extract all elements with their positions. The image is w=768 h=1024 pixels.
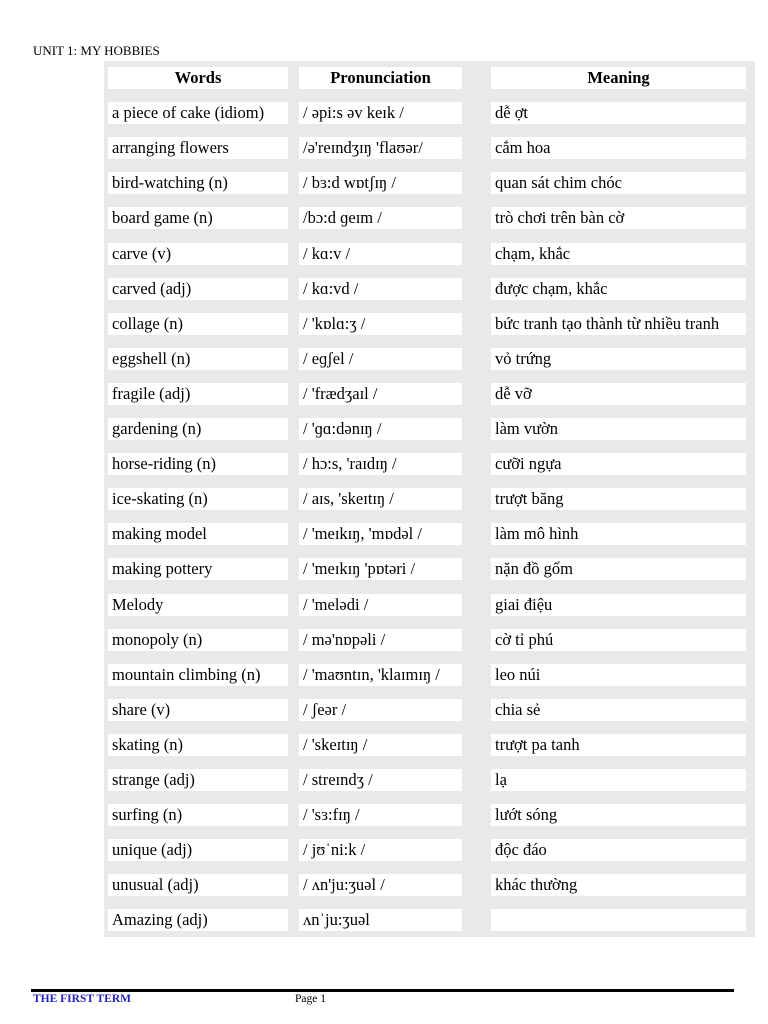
meaning-cell: giai điệu: [491, 594, 746, 616]
header-words: Words: [108, 67, 288, 89]
table-row: [104, 131, 755, 166]
table-row: [104, 763, 755, 798]
meaning-cell: nặn đồ gốm: [491, 558, 746, 580]
pronunciation-cell: / aɪs, 'skeɪtɪŋ /: [299, 488, 462, 510]
word-cell: surfing (n): [108, 804, 288, 826]
meaning-cell: làm mô hình: [491, 523, 746, 545]
table-row: [104, 447, 755, 482]
word-cell: horse-riding (n): [108, 453, 288, 475]
word-cell: collage (n): [108, 313, 288, 335]
table-row: [104, 658, 755, 693]
meaning-cell: trượt pa tanh: [491, 734, 746, 756]
pronunciation-cell: / kɑ:vd /: [299, 278, 462, 300]
meaning-cell: khác thường: [491, 874, 746, 896]
footer-page-number: Page 1: [295, 993, 326, 1005]
word-cell: Melody: [108, 594, 288, 616]
meaning-cell: trượt băng: [491, 488, 746, 510]
meaning-cell: độc đáo: [491, 839, 746, 861]
table-row: [104, 96, 755, 131]
pronunciation-cell: / ʌn'ju:ʒuəl /: [299, 874, 462, 896]
pronunciation-cell: / 'ɡɑ:dənɪŋ /: [299, 418, 462, 440]
pronunciation-cell: / 'frædʒaɪl /: [299, 383, 462, 405]
table-row: [104, 798, 755, 833]
word-cell: carve (v): [108, 243, 288, 265]
pronunciation-cell: / hɔ:s, 'raɪdɪŋ /: [299, 453, 462, 475]
pronunciation-cell: / eɡʃel /: [299, 348, 462, 370]
table-row: [104, 868, 755, 903]
word-cell: board game (n): [108, 207, 288, 229]
table-row: [104, 342, 755, 377]
word-cell: unusual (adj): [108, 874, 288, 896]
pronunciation-cell: / 'kɒlɑ:ʒ /: [299, 313, 462, 335]
pronunciation-cell: / kɑ:v /: [299, 243, 462, 265]
meaning-cell: lạ: [491, 769, 746, 791]
meaning-cell: trò chơi trên bàn cờ: [491, 207, 746, 229]
table-row: [104, 377, 755, 412]
pronunciation-cell: / 'skeɪtɪŋ /: [299, 734, 462, 756]
word-cell: ice-skating (n): [108, 488, 288, 510]
meaning-cell: được chạm, khắc: [491, 278, 746, 300]
meaning-cell: quan sát chim chóc: [491, 172, 746, 194]
footer-term: THE FIRST TERM: [33, 993, 131, 1005]
pronunciation-cell: / streɪndʒ /: [299, 769, 462, 791]
pronunciation-cell: / bɜ:d wɒtʃɪŋ /: [299, 172, 462, 194]
word-cell: carved (adj): [108, 278, 288, 300]
pronunciation-cell: / 'meɪkɪŋ 'pɒtəri /: [299, 558, 462, 580]
word-cell: skating (n): [108, 734, 288, 756]
word-cell: bird-watching (n): [108, 172, 288, 194]
meaning-cell: leo núi: [491, 664, 746, 686]
word-cell: mountain climbing (n): [108, 664, 288, 686]
table-row: [104, 237, 755, 272]
meaning-cell: dễ vỡ: [491, 383, 746, 405]
table-row: [104, 693, 755, 728]
header-pronunciation: Pronunciation: [299, 67, 462, 89]
pronunciation-cell: / 'maʊntɪn, 'klaɪmɪŋ /: [299, 664, 462, 686]
word-cell: strange (adj): [108, 769, 288, 791]
word-cell: Amazing (adj): [108, 909, 288, 931]
pronunciation-cell: / əpi:s əv keɪk /: [299, 102, 462, 124]
table-row: [104, 201, 755, 236]
table-row: [104, 728, 755, 763]
word-cell: making pottery: [108, 558, 288, 580]
table-row: [104, 903, 755, 938]
word-cell: share (v): [108, 699, 288, 721]
word-cell: arranging flowers: [108, 137, 288, 159]
meaning-cell: bức tranh tạo thành từ nhiều tranh: [491, 313, 746, 335]
meaning-cell: cờ tỉ phú: [491, 629, 746, 651]
meaning-cell: làm vườn: [491, 418, 746, 440]
table-header-row: [104, 61, 755, 96]
table-row: [104, 412, 755, 447]
table-row: [104, 272, 755, 307]
header-meaning: Meaning: [491, 67, 746, 89]
footer-divider: [31, 989, 734, 992]
page-title: UNIT 1: MY HOBBIES: [33, 43, 160, 58]
word-cell: fragile (adj): [108, 383, 288, 405]
table-row: [104, 166, 755, 201]
pronunciation-cell: / mə'nɒpəli /: [299, 629, 462, 651]
meaning-cell: vỏ trứng: [491, 348, 746, 370]
word-cell: unique (adj): [108, 839, 288, 861]
pronunciation-cell: / ʃeər /: [299, 699, 462, 721]
table-row: [104, 833, 755, 868]
meaning-cell: [491, 909, 746, 931]
word-cell: a piece of cake (idiom): [108, 102, 288, 124]
meaning-cell: lướt sóng: [491, 804, 746, 826]
meaning-cell: chia sẻ: [491, 699, 746, 721]
meaning-cell: chạm, khắc: [491, 243, 746, 265]
word-cell: gardening (n): [108, 418, 288, 440]
word-cell: eggshell (n): [108, 348, 288, 370]
word-cell: monopoly (n): [108, 629, 288, 651]
word-cell: making model: [108, 523, 288, 545]
pronunciation-cell: / jʊˈni:k /: [299, 839, 462, 861]
table-row: [104, 482, 755, 517]
table-row: [104, 623, 755, 658]
vocabulary-table: [104, 61, 755, 937]
pronunciation-cell: ʌnˈju:ʒuəl: [299, 909, 462, 931]
table-row: [104, 552, 755, 587]
table-row: [104, 588, 755, 623]
meaning-cell: cưỡi ngựa: [491, 453, 746, 475]
meaning-cell: cắm hoa: [491, 137, 746, 159]
pronunciation-cell: / 'meɪkɪŋ, 'mɒdəl /: [299, 523, 462, 545]
pronunciation-cell: /ə'reɪndʒɪŋ 'flaʊər/: [299, 137, 462, 159]
pronunciation-cell: /bɔ:d ɡeɪm /: [299, 207, 462, 229]
pronunciation-cell: / 'melədi /: [299, 594, 462, 616]
table-row: [104, 517, 755, 552]
table-row: [104, 307, 755, 342]
meaning-cell: dễ ợt: [491, 102, 746, 124]
pronunciation-cell: / 'sɜ:fɪŋ /: [299, 804, 462, 826]
